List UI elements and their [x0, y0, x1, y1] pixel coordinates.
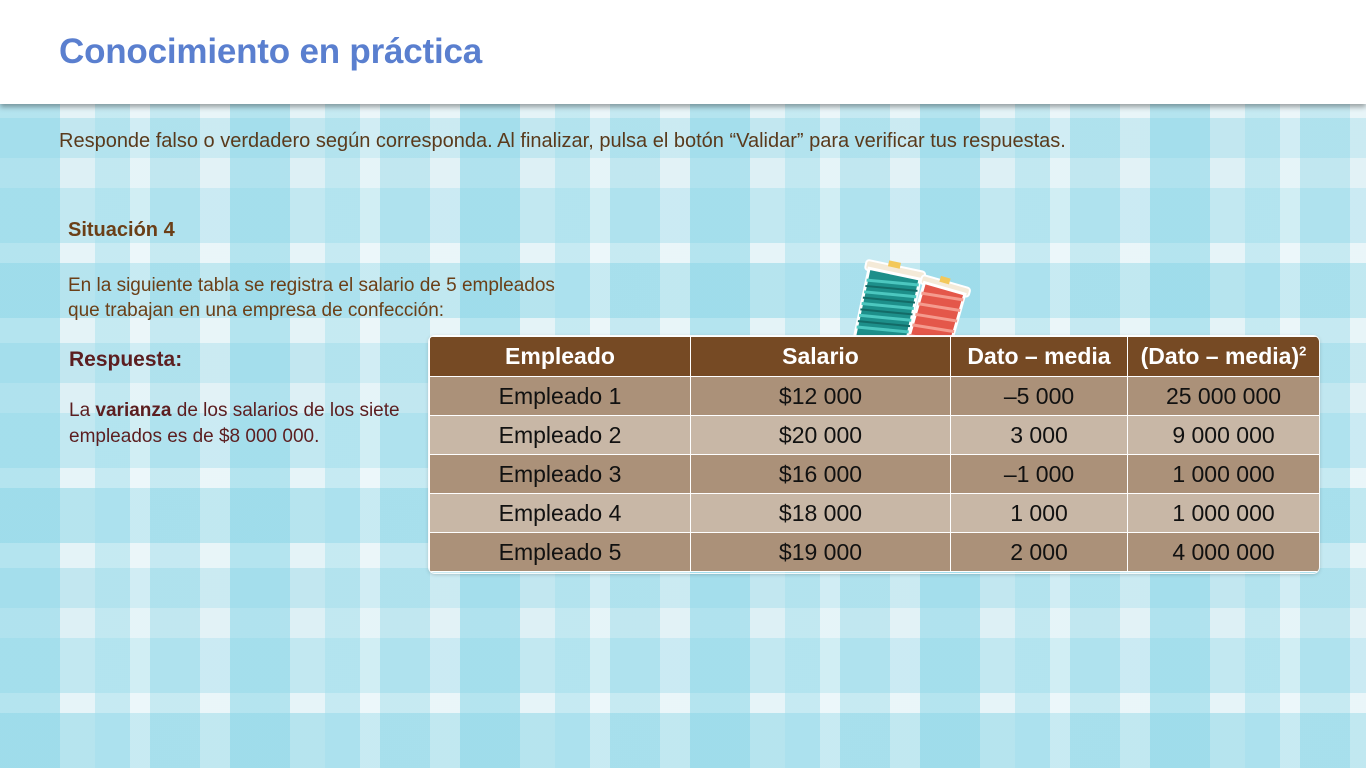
cell-salario: $12 000	[691, 377, 951, 416]
table-row	[430, 533, 1320, 572]
cell-empleado: Empleado 4	[430, 494, 691, 533]
cell-salario: $20 000	[691, 416, 951, 455]
salary-table	[429, 336, 1319, 573]
cell-dato-media-squared: 9 000 000	[1128, 416, 1320, 455]
page-title: Conocimiento en práctica	[59, 32, 483, 71]
cell-empleado: Empleado 1	[430, 377, 691, 416]
header-bar	[0, 0, 1366, 104]
cell-dato-media: 1 000	[951, 494, 1128, 533]
situation-title: Situación 4	[68, 219, 175, 241]
salary-table-grid	[429, 336, 1319, 572]
header-superscript: 2	[1299, 343, 1307, 359]
cell-dato-media-squared: 1 000 000	[1128, 494, 1320, 533]
cell-empleado: Empleado 5	[430, 533, 691, 572]
answer-statement	[69, 398, 409, 450]
table-row	[430, 377, 1320, 416]
cell-empleado: Empleado 2	[430, 416, 691, 455]
table-row	[430, 494, 1320, 533]
table-row	[430, 455, 1320, 494]
cell-salario: $18 000	[691, 494, 951, 533]
table-header-row	[430, 337, 1320, 377]
answer-label: Respuesta:	[69, 348, 183, 371]
cell-dato-media-squared: 1 000 000	[1128, 455, 1320, 494]
cell-dato-media: 2 000	[951, 533, 1128, 572]
cell-dato-media: 3 000	[951, 416, 1128, 455]
header-dato-media-squared-label: (Dato – media)	[1140, 343, 1300, 369]
table-row	[430, 416, 1320, 455]
header-dato-media-squared	[1128, 337, 1320, 377]
cell-dato-media-squared: 4 000 000	[1128, 533, 1320, 572]
cell-salario: $16 000	[691, 455, 951, 494]
situation-intro-line-2: que trabajan en una empresa de confección:	[68, 300, 445, 321]
situation-intro-line-1: En la siguiente tabla se registra el salario de 5 empleados	[68, 275, 555, 296]
header-dato-media: Dato – media	[951, 337, 1128, 377]
instructions-text: Responde falso o verdadero según corresponda. Al finalizar, pulsa el botón “Validar” para verificar tus respuestas.	[59, 130, 1066, 152]
answer-text-after: de los salarios de los siete empleados es de $8 000 000.	[69, 400, 400, 447]
header-empleado: Empleado	[430, 337, 691, 377]
header-salario: Salario	[691, 337, 951, 377]
cell-empleado: Empleado 3	[430, 455, 691, 494]
answer-text-bold: varianza	[95, 400, 172, 421]
cell-salario: $19 000	[691, 533, 951, 572]
answer-text-before: La	[69, 400, 96, 421]
situation-intro	[68, 273, 628, 323]
thread-spools-icon	[836, 258, 976, 342]
cell-dato-media-squared: 25 000 000	[1128, 377, 1320, 416]
cell-dato-media: –1 000	[951, 455, 1128, 494]
cell-dato-media: –5 000	[951, 377, 1128, 416]
